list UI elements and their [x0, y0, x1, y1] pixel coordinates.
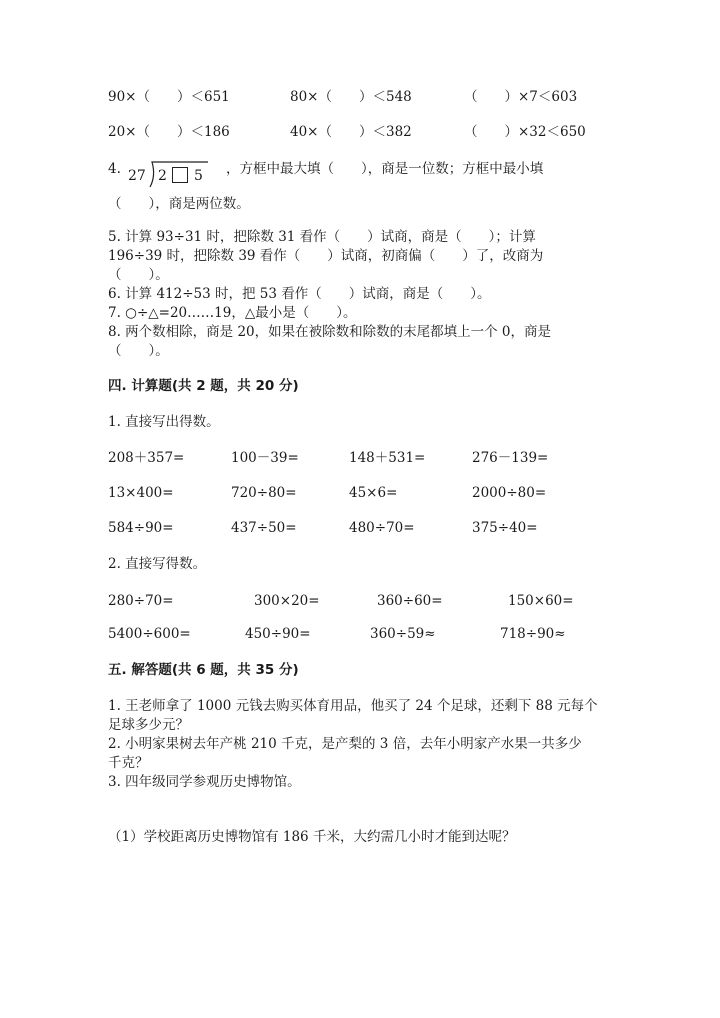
- inequality-1-3: （ ）×7＜603: [464, 89, 578, 105]
- dividend-digit-3: 5: [194, 168, 203, 184]
- calc-cell: 150×60=: [508, 593, 574, 609]
- inequality-1-2: 80×（ ）＜548: [290, 89, 412, 105]
- calc-cell: 720÷80=: [231, 485, 297, 501]
- long-division-figure: [126, 158, 218, 188]
- inequality-2-2: 40×（ ）＜382: [290, 124, 412, 140]
- section-5-sub-question: （1）学校距离历史博物馆有 186 千米，大约需几小时才能到达呢？: [108, 829, 516, 845]
- section-5-line: 千克？: [108, 755, 149, 771]
- calc-cell: 437÷50=: [231, 520, 297, 536]
- divisor: 27: [128, 168, 146, 184]
- calc-cell: 276－139=: [472, 450, 549, 466]
- inequality-2-3: （ ）×32＜650: [464, 124, 586, 140]
- calc-cell: 360÷60=: [377, 593, 443, 609]
- section-5-line: 2. 小明家果树去年产桃 210 千克，是产梨的 3 倍，去年小明家产水果一共多少: [108, 736, 582, 752]
- q8-line-1: 8. 两个数相除，商是 20，如果在被除数和除数的末尾都填上一个 0，商是: [108, 324, 552, 340]
- calc-cell: 375÷40=: [472, 520, 538, 536]
- q6-line: 6. 计算 412÷53 时，把 53 看作（ ）试商，商是（ ）。: [108, 286, 491, 302]
- dividend-digit-1: 2: [158, 168, 167, 184]
- q7-line: 7. ○÷△=20……19，△最小是（ ）。: [108, 305, 357, 321]
- calc-cell: 360÷59≈: [370, 626, 436, 642]
- calc-cell: 280÷70=: [108, 593, 174, 609]
- calc-cell: 5400÷600=: [108, 626, 191, 642]
- calc-cell: 148＋531=: [349, 450, 426, 466]
- calc-cell: 718÷90≈: [500, 626, 566, 642]
- calc-cell: 584÷90=: [108, 520, 174, 536]
- section-5-title: 五. 解答题(共 6 题，共 35 分): [108, 662, 299, 678]
- q4-text-2: （ ），商是两位数。: [108, 196, 250, 212]
- section-4-q1-title: 1. 直接写出得数。: [108, 414, 220, 430]
- calc-cell: 45×6=: [349, 485, 398, 501]
- section-5-line: 3. 四年级同学参观历史博物馆。: [108, 774, 301, 790]
- calc-cell: 100－39=: [231, 450, 299, 466]
- calc-cell: 2000÷80=: [472, 485, 547, 501]
- section-4-q2-title: 2. 直接写得数。: [108, 556, 207, 572]
- q4-text-1: ，方框中最大填（ ），商是一位数；方框中最小填: [226, 161, 544, 177]
- calc-cell: 480÷70=: [349, 520, 415, 536]
- section-4-title: 四. 计算题(共 2 题，共 20 分): [108, 378, 299, 394]
- calc-cell: 208＋357=: [108, 450, 185, 466]
- inequality-2-1: 20×（ ）＜186: [108, 124, 230, 140]
- q8-line-2: （ ）。: [108, 343, 169, 359]
- q4-number: 4.: [108, 161, 121, 177]
- blank-square: [172, 167, 188, 183]
- section-5-line: 足球多少元？: [108, 717, 189, 733]
- q5-line-2: 196÷39 时，把除数 39 看作（ ）试商，初商偏（ ）了，改商为: [108, 248, 544, 264]
- q5-line-1: 5. 计算 93÷31 时，把除数 31 看作（ ）试商，商是（ ）；计算: [108, 229, 536, 245]
- q5-line-3: （ ）。: [108, 267, 169, 283]
- inequality-1-1: 90×（ ）＜651: [108, 89, 230, 105]
- calc-cell: 450÷90=: [245, 626, 311, 642]
- section-5-line: 1. 王老师拿了 1000 元钱去购买体育用品，他买了 24 个足球，还剩下 88 元每个: [108, 698, 598, 714]
- calc-cell: 13×400=: [108, 485, 174, 501]
- calc-cell: 300×20=: [254, 593, 320, 609]
